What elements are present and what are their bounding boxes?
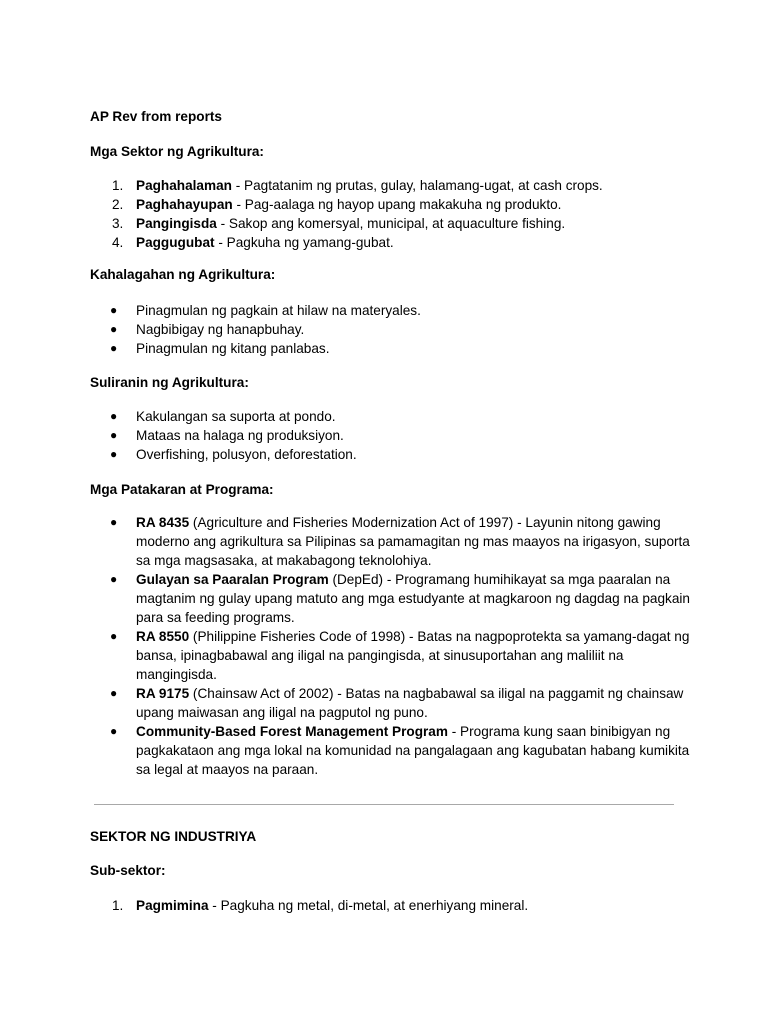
item-text: (Philippine Fisheries Code of 1998) - Batas na nagpoprotekta sa yamang-dagat ng bansa, ipinagbabawal ang iligal na pangingisda, at sinusuportahan ang maliliit na mangingisda. [136, 629, 690, 682]
bullet-icon: ● [110, 629, 118, 643]
list-sektor-agrikultura [90, 176, 690, 252]
item-text: (Chainsaw Act of 2002) - Batas na nagbabawal sa iligal na paggamit ng chainsaw upang maiwasan ang iligal na pagputol ng puno. [136, 686, 684, 720]
item-term: Paghahayupan [136, 197, 233, 212]
item-text: Nagbibigay ng hanapbuhay. [136, 322, 305, 337]
item-term: Pangingisda [136, 216, 217, 231]
list-item [90, 896, 690, 915]
list-kahalagahan [90, 301, 690, 358]
item-text: - Pag-aalaga ng hayop upang makakuha ng produkto. [232, 197, 562, 212]
list-sub-sektor [90, 896, 690, 915]
list-item [90, 407, 690, 426]
item-term: Community-Based Forest Management Program [136, 724, 448, 739]
bullet-icon: ● [110, 303, 118, 317]
item-text: (DepEd) - Programang humihikayat sa mga paaralan na magtanim ng gulay upang matuto ang mga estudyante at magkaroon ng dagdag na pagkain para sa feeding programs. [136, 572, 690, 625]
list-patakaran [90, 513, 690, 779]
bullet-icon: ● [110, 428, 118, 442]
item-term: Paghahalaman [136, 178, 232, 193]
list-number: 1. [112, 898, 124, 913]
item-term: RA 8550 [136, 629, 190, 644]
item-text: Mataas na halaga ng produksiyon. [136, 428, 344, 443]
list-suliranin [90, 407, 690, 464]
list-item [90, 513, 690, 570]
bullet-icon: ● [110, 515, 118, 529]
item-term: Gulayan sa Paaralan Program [136, 572, 329, 587]
item-text: Overfishing, polusyon, deforestation. [136, 447, 357, 462]
bullet-icon: ● [110, 572, 118, 586]
item-term: Pagmimina [136, 898, 209, 913]
list-item [90, 233, 690, 252]
horizontal-divider [94, 804, 674, 805]
document-title: AP Rev from reports [90, 109, 222, 124]
heading-sub-sektor: Sub-sektor: [90, 863, 166, 878]
item-text: Pinagmulan ng kitang panlabas. [136, 341, 330, 356]
list-item [90, 445, 690, 464]
list-number: 1. [112, 178, 124, 193]
list-item [90, 722, 690, 779]
bullet-icon: ● [110, 686, 118, 700]
bullet-icon: ● [110, 322, 118, 336]
heading-kahalagahan: Kahalagahan ng Agrikultura: [90, 267, 276, 282]
list-item [90, 195, 690, 214]
bullet-icon: ● [110, 409, 118, 423]
list-number: 3. [112, 216, 124, 231]
item-term: Paggugubat [136, 235, 215, 250]
item-text: Pinagmulan ng pagkain at hilaw na materyales. [136, 303, 421, 318]
list-item [90, 627, 690, 684]
heading-suliranin: Suliranin ng Agrikultura: [90, 375, 249, 390]
list-item [90, 426, 690, 445]
list-item [90, 176, 690, 195]
heading-patakaran: Mga Patakaran at Programa: [90, 482, 274, 497]
list-item [90, 570, 690, 627]
item-text: - Pagtatanim ng prutas, gulay, halamang-ugat, at cash crops. [231, 178, 603, 193]
list-item [90, 339, 690, 358]
item-text: - Pagkuha ng metal, di-metal, at enerhiyang mineral. [208, 898, 529, 913]
list-number: 4. [112, 235, 124, 250]
list-item [90, 301, 690, 320]
list-number: 2. [112, 197, 124, 212]
bullet-icon: ● [110, 724, 118, 738]
item-text: Kakulangan sa suporta at pondo. [136, 409, 336, 424]
item-text: - Sakop ang komersyal, municipal, at aquaculture fishing. [216, 216, 566, 231]
bullet-icon: ● [110, 447, 118, 461]
item-term: RA 9175 [136, 686, 190, 701]
item-term: RA 8435 [136, 515, 190, 530]
item-text: - Pagkuha ng yamang-gubat. [214, 235, 394, 250]
list-item [90, 320, 690, 339]
bullet-icon: ● [110, 341, 118, 355]
heading-sektor-agrikultura: Mga Sektor ng Agrikultura: [90, 144, 264, 159]
list-item [90, 684, 690, 722]
item-text: - Programa kung saan binibigyan ng pagkakataon ang mga lokal na komunidad na pangalagaan ang kagubatan habang kumikita sa legal at maayos na paraan. [136, 724, 690, 777]
list-item [90, 214, 690, 233]
item-text: (Agriculture and Fisheries Modernization Act of 1997) - Layunin nitong gawing moderno ang agrikultura sa Pilipinas sa pamamagitan ng mas maayos na irigasyon, suporta sa mga magsasaka, at makabagong teknolohiya. [136, 515, 690, 568]
heading-sektor-industriya: SEKTOR NG INDUSTRIYA [90, 829, 257, 844]
